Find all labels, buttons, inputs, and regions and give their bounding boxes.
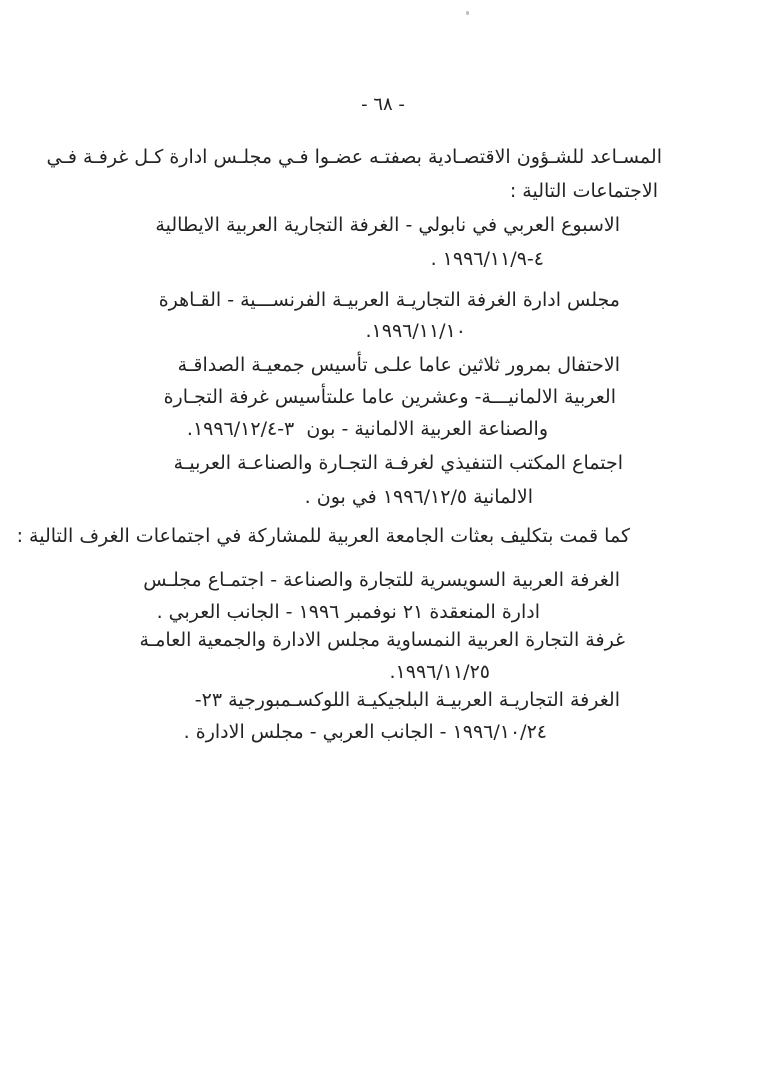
intro-line-2: الاجتماعات التالية : <box>509 180 658 202</box>
scan-artifact-dot <box>466 11 469 15</box>
item-swiss-chamber-line-1: الغرفة العربية السويسرية للتجارة والصناعة - اجتمـاع مجلـس <box>143 569 620 591</box>
item-belgian-chamber-date-line: ١٩٩٦/١٠/٢٤ - الجانب العربي - مجلس الادارة . <box>183 721 547 743</box>
page-number: - ٦٨ - <box>361 94 405 115</box>
intro-line-1: المسـاعد للشـؤون الاقتصـادية بصفتـه عضـوا فـي مجلـس ادارة كـل غرفـة فـي <box>46 146 662 168</box>
section-delegations-heading: كما قمت بتكليف بعثات الجامعة العربية للمشاركة في اجتماعات الغرف التالية : <box>16 525 630 547</box>
item-swiss-chamber-date-line: ادارة المنعقدة ٢١ نوفمبر ١٩٩٦ - الجانب العربي . <box>156 601 540 623</box>
item-german-friendship-line-3: والصناعة العربية الالمانية - بون ٣-١٩٩٦/١٢/٤. <box>186 418 548 440</box>
item-german-friendship-line-1: الاحتفال بمرور ثلاثين عاما علـى تأسيس جمعيـة الصداقـة <box>177 354 620 376</box>
item-german-friendship-line-2: العربية الالمانيـــة- وعشرين عاما علىتأسيس غرفة التجـارة <box>163 386 616 408</box>
item-french-chamber-date-line: ١٩٩٦/١١/١٠. <box>365 320 466 342</box>
item-austrian-chamber-line-1: غرفة التجارة العربية النمساوية مجلس الادارة والجمعية العامـة <box>139 629 625 651</box>
item-austrian-chamber-date-line: ١٩٩٦/١١/٢٥. <box>389 661 490 683</box>
item-french-chamber-line-1: مجلس ادارة الغرفة التجاريـة العربيـة الفرنســـية - القـاهرة <box>158 289 620 311</box>
item-belgian-chamber-line-1: الغرفة التجاريـة العربيـة البلجيكيـة اللوكسـمبورجية ٢٣- <box>194 689 620 711</box>
item-german-executive-date-line: الالمانية ١٩٩٦/١٢/٥ في بون . <box>304 486 533 508</box>
item-naples-line-1: الاسبوع العربي في نابولي - الغرفة التجارية العربية الايطالية <box>155 214 620 236</box>
item-naples-date-line: ٤-١٩٩٦/١١/٩ . <box>430 248 544 270</box>
item-german-executive-line-1: اجتماع المكتب التنفيذي لغرفـة التجـارة والصناعـة العربيـة <box>173 452 623 474</box>
